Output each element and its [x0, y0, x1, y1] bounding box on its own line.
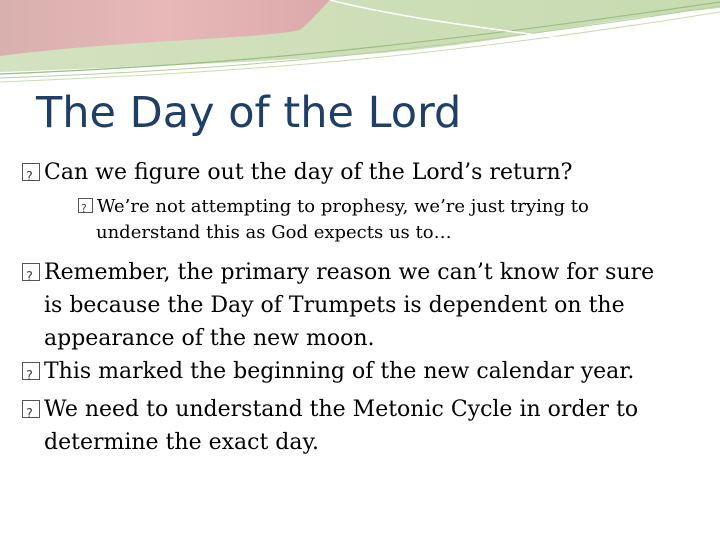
- bullet-text-line: We need to understand the Metonic Cycle in order to: [44, 397, 639, 422]
- bullet-item: [22, 355, 634, 388]
- bullet-glyph-icon: [22, 362, 40, 380]
- bullet-item: [22, 256, 654, 355]
- bullet-text-line: is because the Day of Trumpets is dependent on the: [44, 293, 625, 318]
- bullet-text-line: We’re not attempting to prophesy, we’re just trying to: [97, 196, 589, 217]
- bullet-glyph-icon: [78, 198, 93, 213]
- slide-title: The Day of the Lord: [36, 88, 462, 138]
- bullet-text-line: understand this as God expects us to…: [96, 222, 452, 243]
- bullet-glyph-icon: [22, 163, 40, 181]
- bullet-text-line: This marked the beginning of the new calendar year.: [44, 359, 635, 384]
- bullet-item: [22, 156, 572, 189]
- bullet-text-line: appearance of the new moon.: [44, 326, 375, 351]
- bullet-text-line: Remember, the primary reason we can’t know for sure: [44, 260, 655, 285]
- bullet-item: [22, 393, 638, 459]
- bullet-text-line: Can we figure out the day of the Lord’s return?: [44, 160, 573, 185]
- bullet-text-line: determine the exact day.: [44, 430, 319, 455]
- bullet-glyph-icon: [22, 400, 40, 418]
- sub-bullet-item: [78, 194, 589, 246]
- bullet-glyph-icon: [22, 263, 40, 281]
